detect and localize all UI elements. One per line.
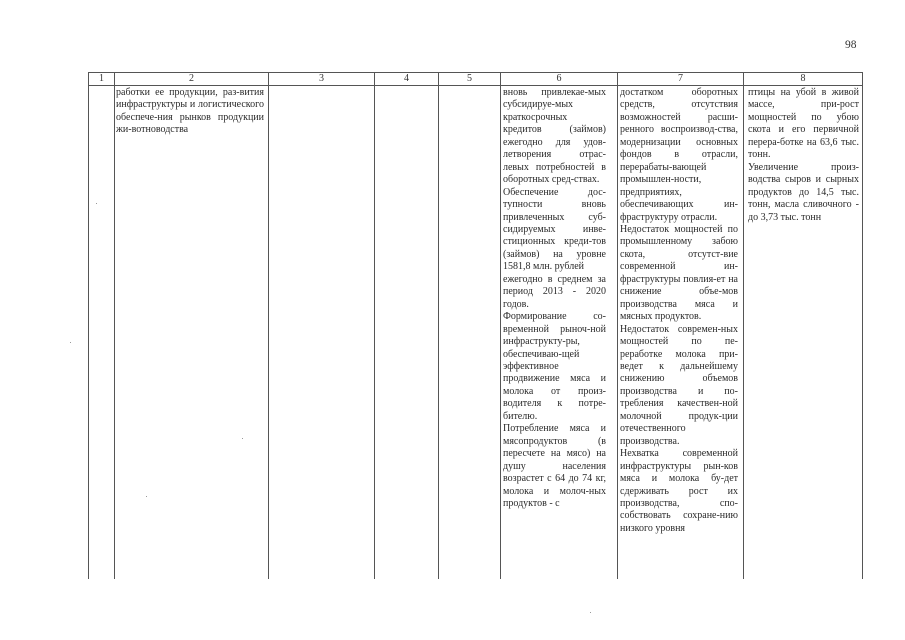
cell-paragraph: ежегодно в среднем за период 2013 - 2020 годов.: [503, 273, 606, 310]
column-divider: [374, 72, 375, 579]
column-divider: [500, 72, 501, 579]
column-number-7: 7: [678, 73, 683, 84]
cell-paragraph: работки ее продукции, раз-вития инфраструктуры и логистического обеспече-ния рынков продукции жи-вотноводства: [116, 87, 264, 136]
cell-paragraph: Нехватка современной инфраструктуры рын-ков мяса и молока бу-дет сдерживать рост их производства, спо-собствовать сохране-нию низкого уровня: [620, 448, 738, 534]
cell-col8: [748, 87, 859, 224]
column-divider: [268, 72, 269, 579]
column-number-3: 3: [319, 73, 324, 84]
cell-paragraph: Потребление мяса и мясопродуктов (в пересчете на мясо) на душу населения возрастет с 64 до 74 кг, молока и молоч-ных продуктов - с: [503, 423, 606, 509]
cell-paragraph: Недостаток мощностей по промышленному забою скота, отсутст-вие современной ин-фраструктуры повлия-ет на снижение объе-мов производства мяса и мясных продуктов.: [620, 223, 738, 323]
header-separator: [88, 85, 863, 86]
cell-col2: [116, 87, 264, 137]
page-number: 98: [845, 39, 857, 51]
cell-paragraph: вновь привлекае-мых субсидируе-мых краткосрочных кредитов (займов) ежегодно для удов-летворения отрас-левых потребностей в оборотных сред-ствах.: [503, 87, 606, 186]
table-border-left: [88, 72, 89, 579]
column-divider: [438, 72, 439, 579]
scan-speck: [242, 438, 243, 439]
cell-paragraph: Обеспечение дос-тупности вновь привлеченных суб-сидируемых инве-стиционных креди-тов (займов) на уровне 1581,8 млн. рублей: [503, 186, 606, 273]
column-divider: [114, 72, 115, 579]
column-number-2: 2: [189, 73, 194, 84]
column-number-6: 6: [556, 73, 562, 84]
column-divider: [743, 72, 744, 579]
cell-col7: [620, 87, 738, 535]
scan-speck: [96, 203, 97, 204]
data-table: [88, 72, 863, 579]
cell-paragraph: Недостаток современ-ных мощностей по пе-реработке молока при-ведет к дальнейшему снижению объемов производства и по-требления качествен-ной молочной продук-ции отечественного производства.: [620, 323, 738, 447]
column-number-8: 8: [800, 73, 806, 84]
column-number-4: 4: [404, 73, 409, 84]
column-number-5: 5: [467, 73, 472, 84]
table-border-right: [862, 72, 863, 579]
column-divider: [617, 72, 618, 579]
scan-speck: [70, 342, 71, 343]
scan-speck: [146, 496, 147, 497]
cell-paragraph: достатком оборотных средств, отсутствия возможностей расши-ренного воспроизвод-ства, модернизации основных фондов в отрасли, перерабаты-вающей промышлен-ности, предприятиях, обеспечивающих ин-фраструктуру отрасли.: [620, 87, 738, 223]
cell-col6: [503, 87, 606, 510]
column-number-1: 1: [99, 73, 104, 84]
cell-paragraph: Формирование со-временной рыноч-ной инфраструкту-ры, обеспечиваю-щей эффективное продвижение мяса и молока от произ-водителя к потре-бителю.: [503, 311, 606, 422]
cell-paragraph: Увеличение произ-водства сыров и сырных продуктов до 14,5 тыс. тонн, масла сливочного - до 3,73 тыс. тонн: [748, 161, 859, 223]
scan-speck: [590, 612, 591, 613]
cell-paragraph: птицы на убой в живой массе, при-рост мощностей по убою скота и его первичной перера-ботке на 63,6 тыс. тонн.: [748, 87, 859, 161]
